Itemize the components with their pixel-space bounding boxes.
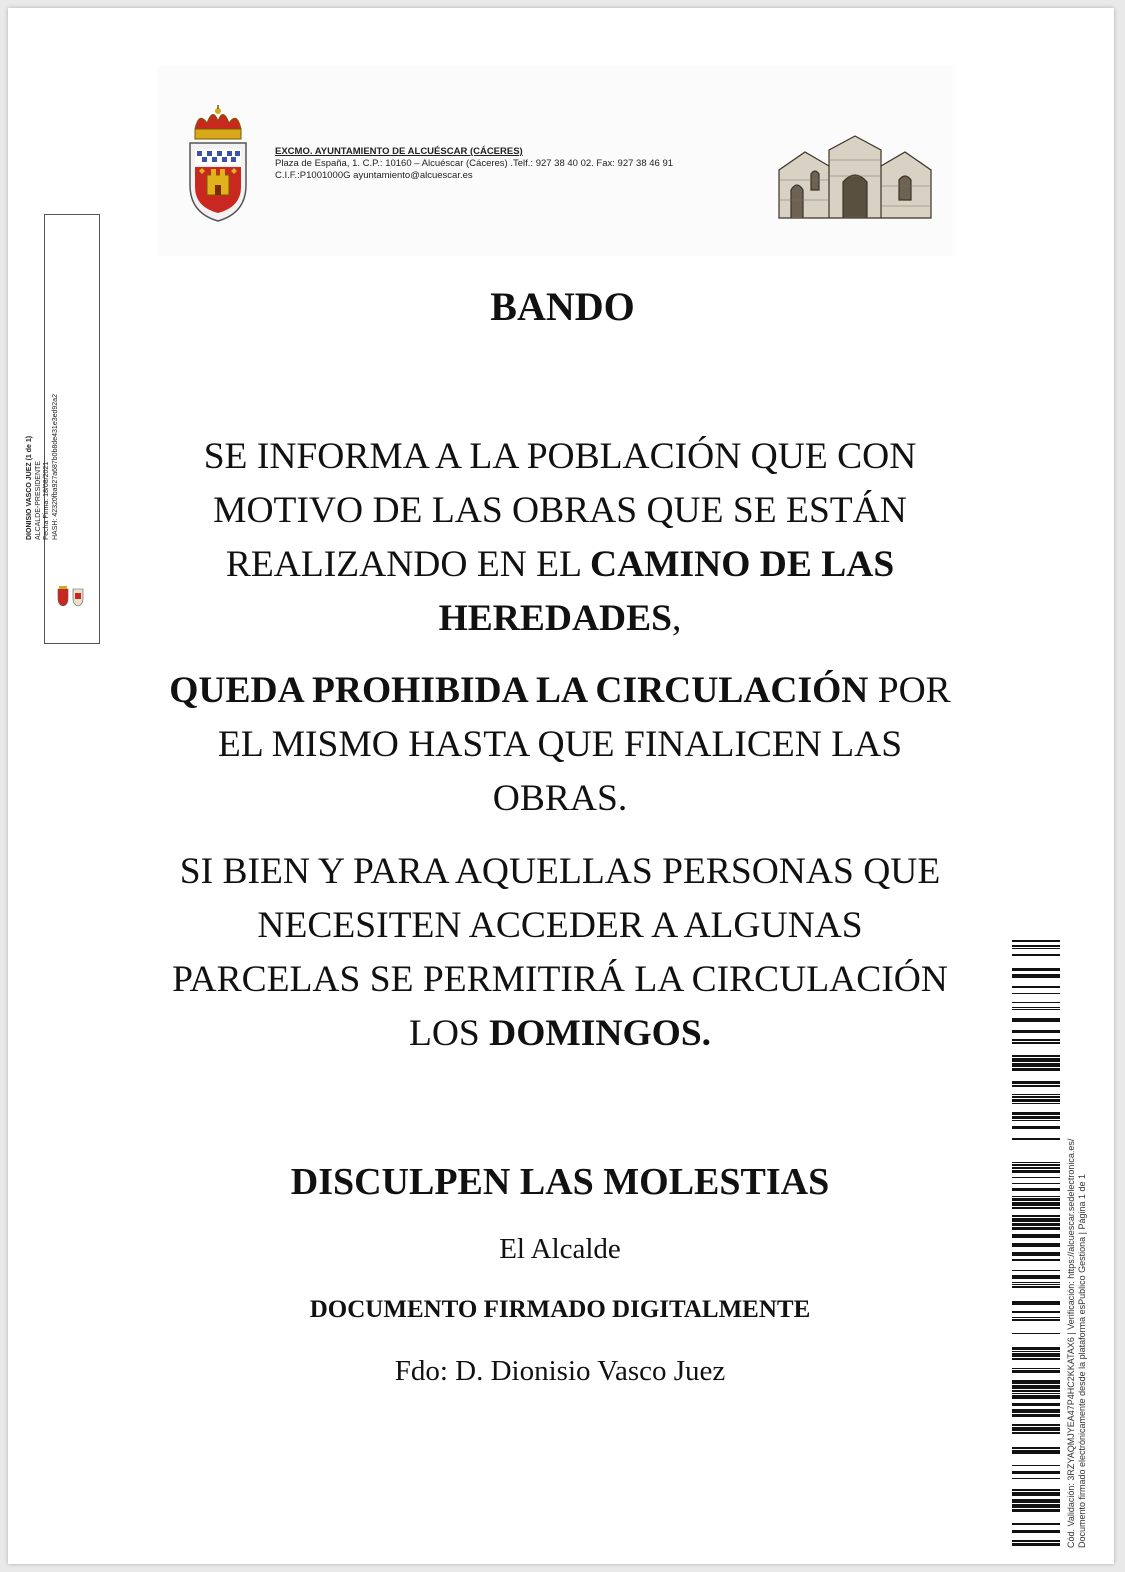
barcode-icon [1012, 940, 1060, 1548]
barcode-bar [1012, 1030, 1060, 1033]
church-illustration-icon [775, 130, 935, 220]
barcode-bar [1012, 1063, 1060, 1067]
barcode-bar [1012, 1317, 1060, 1318]
org-name: EXCMO. AYUNTAMIENTO DE ALCUÉSCAR (CÁCERES) [275, 146, 523, 157]
barcode-bar [1012, 1471, 1060, 1474]
paragraph-prohibition [160, 664, 960, 826]
verification-text [1066, 1008, 1088, 1548]
barcode-bar [1012, 1188, 1060, 1191]
barcode-bar [1012, 1177, 1060, 1178]
barcode-bar [1012, 1319, 1060, 1321]
notice-comma: , [672, 598, 682, 639]
barcode-bar [1012, 1112, 1060, 1115]
digitally-signed-note: DOCUMENTO FIRMADO DIGITALMENTE [309, 1296, 811, 1323]
prohibition-detail: POR EL MISMO HASTA QUE FINALICEN LAS OBRAS. [217, 670, 951, 819]
notice-text: SE INFORMA A LA POBLACIÓN QUE CON MOTIVO DE LAS OBRAS QUE SE ESTÁN REALIZANDO EN EL [203, 436, 917, 585]
municipal-crest-icon [185, 105, 251, 225]
barcode-bar [1012, 1424, 1060, 1426]
barcode-bar [1012, 1427, 1060, 1431]
org-cif-email: C.I.F.:P1001000G ayuntamiento@alcuescar.es [275, 170, 473, 181]
barcode-bar [1012, 1234, 1060, 1238]
barcode-bar [1012, 1347, 1060, 1350]
barcode-bar [1012, 1164, 1060, 1166]
barcode-bar [1012, 1351, 1060, 1352]
barcode-bar [1012, 1395, 1060, 1399]
barcode-bar [1012, 1094, 1060, 1095]
barcode-bar [1012, 1202, 1060, 1206]
org-address: Plaza de España, 1. C.P.: 10160 – Alcuéscar (Cáceres) .Telf.: 927 38 40 02. Fax: 927 38 46 91 [275, 158, 674, 169]
signer-stamp-name: DIONISIO VASCO JUEZ (1 de 1) [26, 435, 33, 540]
barcode-bar [1012, 1042, 1060, 1044]
barcode-bar [1012, 1120, 1060, 1121]
barcode-bar [1012, 1370, 1060, 1373]
barcode-bar [1012, 986, 1060, 988]
signature-hash: HASH: 42320fba927a687b0b8de431e3ed92a2 [51, 394, 59, 540]
letterhead-text [275, 146, 673, 182]
barcode-bar [1012, 1358, 1060, 1360]
document-title: BANDO [490, 284, 635, 329]
barcode-bar [1012, 1116, 1060, 1119]
barcode-bar [1012, 1286, 1060, 1288]
barcode-bar [1012, 1390, 1060, 1392]
barcode-bar [1012, 945, 1060, 947]
barcode-bar [1012, 1540, 1060, 1542]
barcode-bar [1012, 1301, 1060, 1305]
barcode-bar [1012, 1447, 1060, 1449]
paragraph-exception [160, 845, 960, 1061]
stamp-crest-icon [56, 585, 86, 607]
barcode-bar [1012, 1138, 1060, 1140]
barcode-bar [1012, 948, 1060, 949]
barcode-bar [1012, 1009, 1060, 1010]
barcode-bar [1012, 1096, 1060, 1098]
barcode-bar [1012, 1126, 1060, 1129]
barcode-bar [1012, 1530, 1060, 1533]
barcode-bar [1012, 1196, 1060, 1197]
barcode-bar [1012, 1393, 1060, 1394]
barcode-bar [1012, 1543, 1060, 1546]
barcode-bar [1012, 1409, 1060, 1413]
barcode-bar [1012, 1259, 1060, 1261]
barcode-bar [1012, 1170, 1060, 1173]
barcode-bar [1012, 1432, 1060, 1434]
barcode-bar [1012, 1183, 1060, 1184]
barcode-bar [1012, 1162, 1060, 1163]
signature-date: Fecha Firma: 18/08/2021 [43, 461, 50, 540]
barcode-bar [1012, 1333, 1060, 1334]
barcode-bar [1012, 1223, 1060, 1226]
barcode-bar [1012, 1450, 1060, 1454]
signer-stamp-role: ALCALDE-PRESIDENTE [34, 461, 42, 540]
barcode-bar [1012, 1489, 1060, 1491]
barcode-bar [1012, 1275, 1060, 1279]
exception-day: DOMINGOS. [489, 1013, 712, 1054]
verification-platform: Documento firmado electrónicamente desde la plataforma esPublico Gestiona | Página 1 de 1 [1077, 1173, 1087, 1548]
barcode-bar [1012, 1215, 1060, 1217]
barcode-bar [1012, 1465, 1060, 1466]
barcode-bar [1012, 1058, 1060, 1062]
barcode-bar [1012, 1368, 1060, 1369]
barcode-bar [1012, 1002, 1060, 1003]
barcode-bar [1012, 1218, 1060, 1222]
barcode-bar [1012, 1523, 1060, 1525]
prohibition-text: QUEDA PROHIBIDA LA CIRCULACIÓN [169, 670, 869, 711]
barcode-bar [1012, 1007, 1060, 1008]
signer-role: El Alcalde [499, 1233, 621, 1265]
barcode-bar [1012, 1207, 1060, 1209]
barcode-bar [1012, 1198, 1060, 1201]
barcode-bar [1012, 993, 1060, 994]
barcode-bar [1012, 1504, 1060, 1508]
signer-name: Fdo: D. Dionisio Vasco Juez [394, 1355, 726, 1387]
barcode-bar [1012, 954, 1060, 956]
notice-road-name: CAMINO DE LAS HEREDADES [438, 544, 895, 639]
barcode-bar [1012, 1414, 1060, 1417]
barcode-bar [1012, 1284, 1060, 1285]
barcode-bar [1012, 1039, 1060, 1041]
barcode-bar [1012, 1227, 1060, 1230]
barcode-bar [1012, 1055, 1060, 1057]
barcode-bar [1012, 1492, 1060, 1496]
barcode-bar [1012, 1252, 1060, 1256]
verification-code: Cód. Validación: 3RZYAQMJYEA47P4HC2KKATAX6 | Verificación: https://alcuescar.sedelectronica.es/ [1066, 1138, 1076, 1548]
barcode-bar [1012, 1380, 1060, 1384]
barcode-bar [1012, 1403, 1060, 1406]
barcode-bar [1012, 1018, 1060, 1022]
barcode-bar [1012, 1085, 1060, 1087]
barcode-bar [1012, 1499, 1060, 1503]
barcode-bar [1012, 940, 1060, 942]
barcode-bar [1012, 1068, 1060, 1071]
barcode-bar [1012, 1282, 1060, 1283]
barcode-bar [1012, 1270, 1060, 1271]
barcode-bar [1012, 1385, 1060, 1389]
barcode-bar [1012, 1478, 1060, 1479]
barcode-bar [1012, 1509, 1060, 1512]
barcode-bar [1012, 1099, 1060, 1102]
exception-text: SI BIEN Y PARA AQUELLAS PERSONAS QUE NECESITEN ACCEDER A ALGUNAS PARCELAS SE PERMITIRÁ LA CIRCULACIÓN LOS [172, 851, 948, 1054]
signature-text [26, 200, 60, 540]
barcode-bar [1012, 1311, 1060, 1313]
barcode-bar [1012, 1353, 1060, 1357]
barcode-bar [1012, 1081, 1060, 1084]
barcode-bar [1012, 974, 1060, 978]
closing-apology: DISCULPEN LAS MOLESTIAS [290, 1161, 830, 1203]
barcode-bar [1012, 968, 1060, 971]
barcode-bar [1012, 1167, 1060, 1169]
paragraph-notice [160, 430, 960, 646]
barcode-bar [1012, 1103, 1060, 1104]
barcode-bar [1012, 1243, 1060, 1247]
